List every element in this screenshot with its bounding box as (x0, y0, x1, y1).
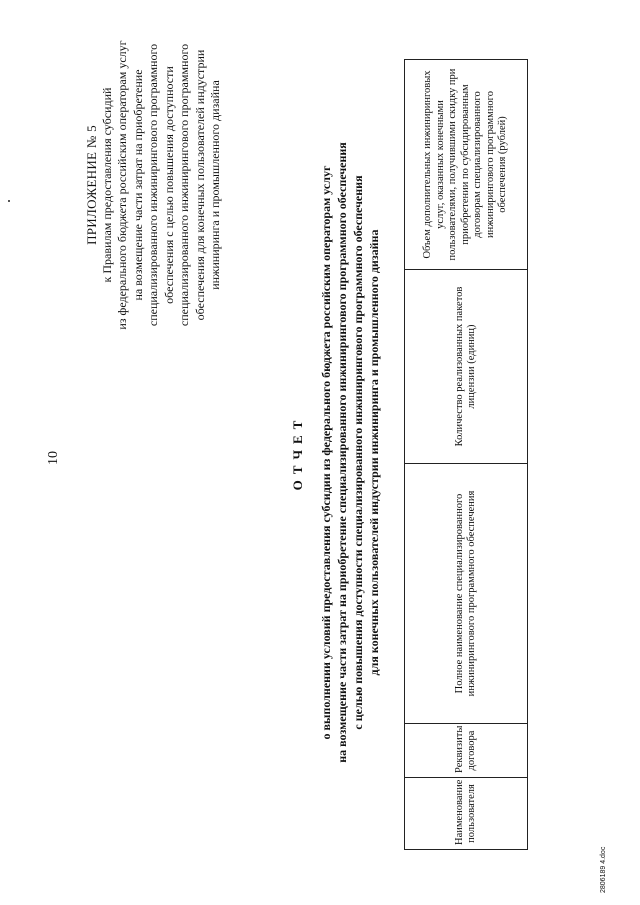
appendix-line: из федерального бюджета российским операторам услуг (115, 40, 129, 330)
table-header-row (405, 60, 528, 850)
column-header-software-name: Полное наименование специализированного инжинирингового программного обеспечения (405, 464, 528, 724)
report-subtitle-line: на возмещение части затрат на приобретение специализированного инжинирингового программного обеспечения (335, 142, 349, 763)
report-table (404, 59, 528, 850)
report-subtitle (318, 40, 382, 865)
column-header-contract-details: Реквизиты договора (405, 724, 528, 778)
report-subtitle-line: о выполнении условий предоставления субсидии из федерального бюджета российским операторам услуг (319, 165, 333, 740)
appendix-line: обеспечения с целью повышения доступности (161, 66, 176, 304)
column-header-additional-services: Объем дополнительных инжиниринговых услуг, оказанных конечными пользователями, получившими скидку при приобретении по субсидированным договорам специализированного инжинирингового программного обеспечения (рублей) (405, 60, 528, 270)
report-subtitle-line: с целью повышения доступности специализированного инжинирингового программного обеспечения (351, 175, 365, 730)
page-number: 10 (46, 451, 61, 465)
appendix-block (84, 0, 224, 375)
appendix-line: инжиниринга и промышленного дизайна (208, 80, 222, 290)
speck-mark (8, 200, 10, 202)
appendix-line: обеспечения для конечных пользователей индустрии (192, 49, 207, 321)
appendix-line: на возмещение части затрат на приобретение (130, 69, 145, 301)
appendix-heading: ПРИЛОЖЕНИЕ № 5 (84, 125, 99, 245)
document-id: 2806189 4.doc (600, 846, 607, 893)
column-header-user-name: Наименование пользователя (405, 778, 528, 850)
appendix-line: к Правилам предоставления субсидий (99, 87, 114, 283)
report-subtitle-line: для конечных пользователей индустрии инжиниринга и промышленного дизайна (367, 229, 381, 676)
appendix-line: специализированного инжинирингового программного (177, 43, 191, 327)
column-header-license-count: Количество реализованных пакетов лицензии (единиц) (405, 270, 528, 464)
report-title: ОТЧЕТ (290, 414, 305, 491)
appendix-line: специализированного инжинирингового программного (146, 43, 160, 327)
